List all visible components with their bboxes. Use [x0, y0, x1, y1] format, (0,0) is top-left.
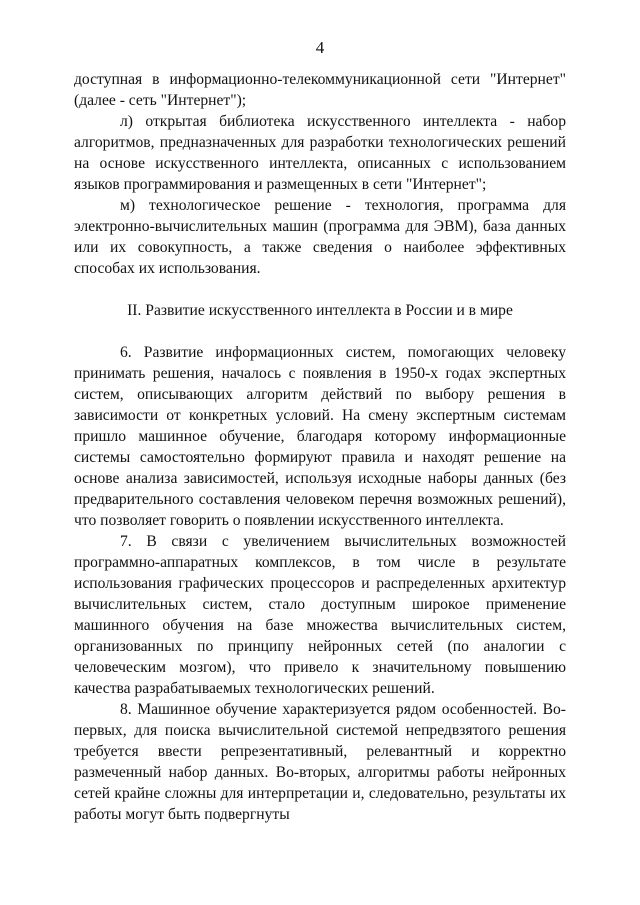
paragraph-item-m: м) технологическое решение - технология, программа для электронно-вычислительных машин (программа для ЭВМ), база данных или их совокупность, а также сведения о наиболее эффективных способах их использования. [74, 197, 566, 277]
section-heading: II. Развитие искусственного интеллекта в России и в мире [127, 302, 513, 319]
paragraph-item-l: л) открытая библиотека искусственного интеллекта - набор алгоритмов, предназначенных для разработки технологических решений на основе искусственного интеллекта, описанных с использованием языков программирования и размещенных в сети "Интернет"; [74, 113, 566, 193]
paragraph-continuation: доступная в информационно-телекоммуникационной сети "Интернет" (далее - сеть "Интернет"); [74, 71, 566, 109]
document-body [74, 69, 566, 825]
page-number: 4 [315, 38, 325, 57]
paragraph-8: 8. Машинное обучение характеризуется рядом особенностей. Во-первых, для поиска вычислительной системой непредвзятого решения требуется ввести репрезентативный, релевантный и корректно размеченный набор данных. Во-вторых, алгоритмы работы нейронных сетей крайне сложны для интерпретации и, следовательно, результаты их работы могут быть подвергнуты [74, 701, 566, 823]
paragraph-6: 6. Развитие информационных систем, помогающих человеку принимать решения, началось с появления в 1950-х годах экспертных систем, описывающих алгоритм действий по выбору решения в зависимости от конкретных условий. На смену экспертным системам пришло машинное обучение, благодаря которому информационные системы самостоятельно формируют правила и находят решение на основе анализа зависимостей, используя исходные наборы данных (без предварительного составления человеком перечня возможных решений), что позволяет говорить о появлении искусственного интеллекта. [74, 344, 566, 529]
paragraph-7: 7. В связи с увеличением вычислительных возможностей программно-аппаратных комплексов, в том числе в результате использования графических процессоров и распределенных архитектур вычислительных систем, стало доступным широкое применение машинного обучения на базе множества вычислительных систем, организованных по принципу нейронных сетей (по аналогии с человеческим мозгом), что привело к значительному повышению качества разрабатываемых технологических решений. [74, 533, 566, 697]
